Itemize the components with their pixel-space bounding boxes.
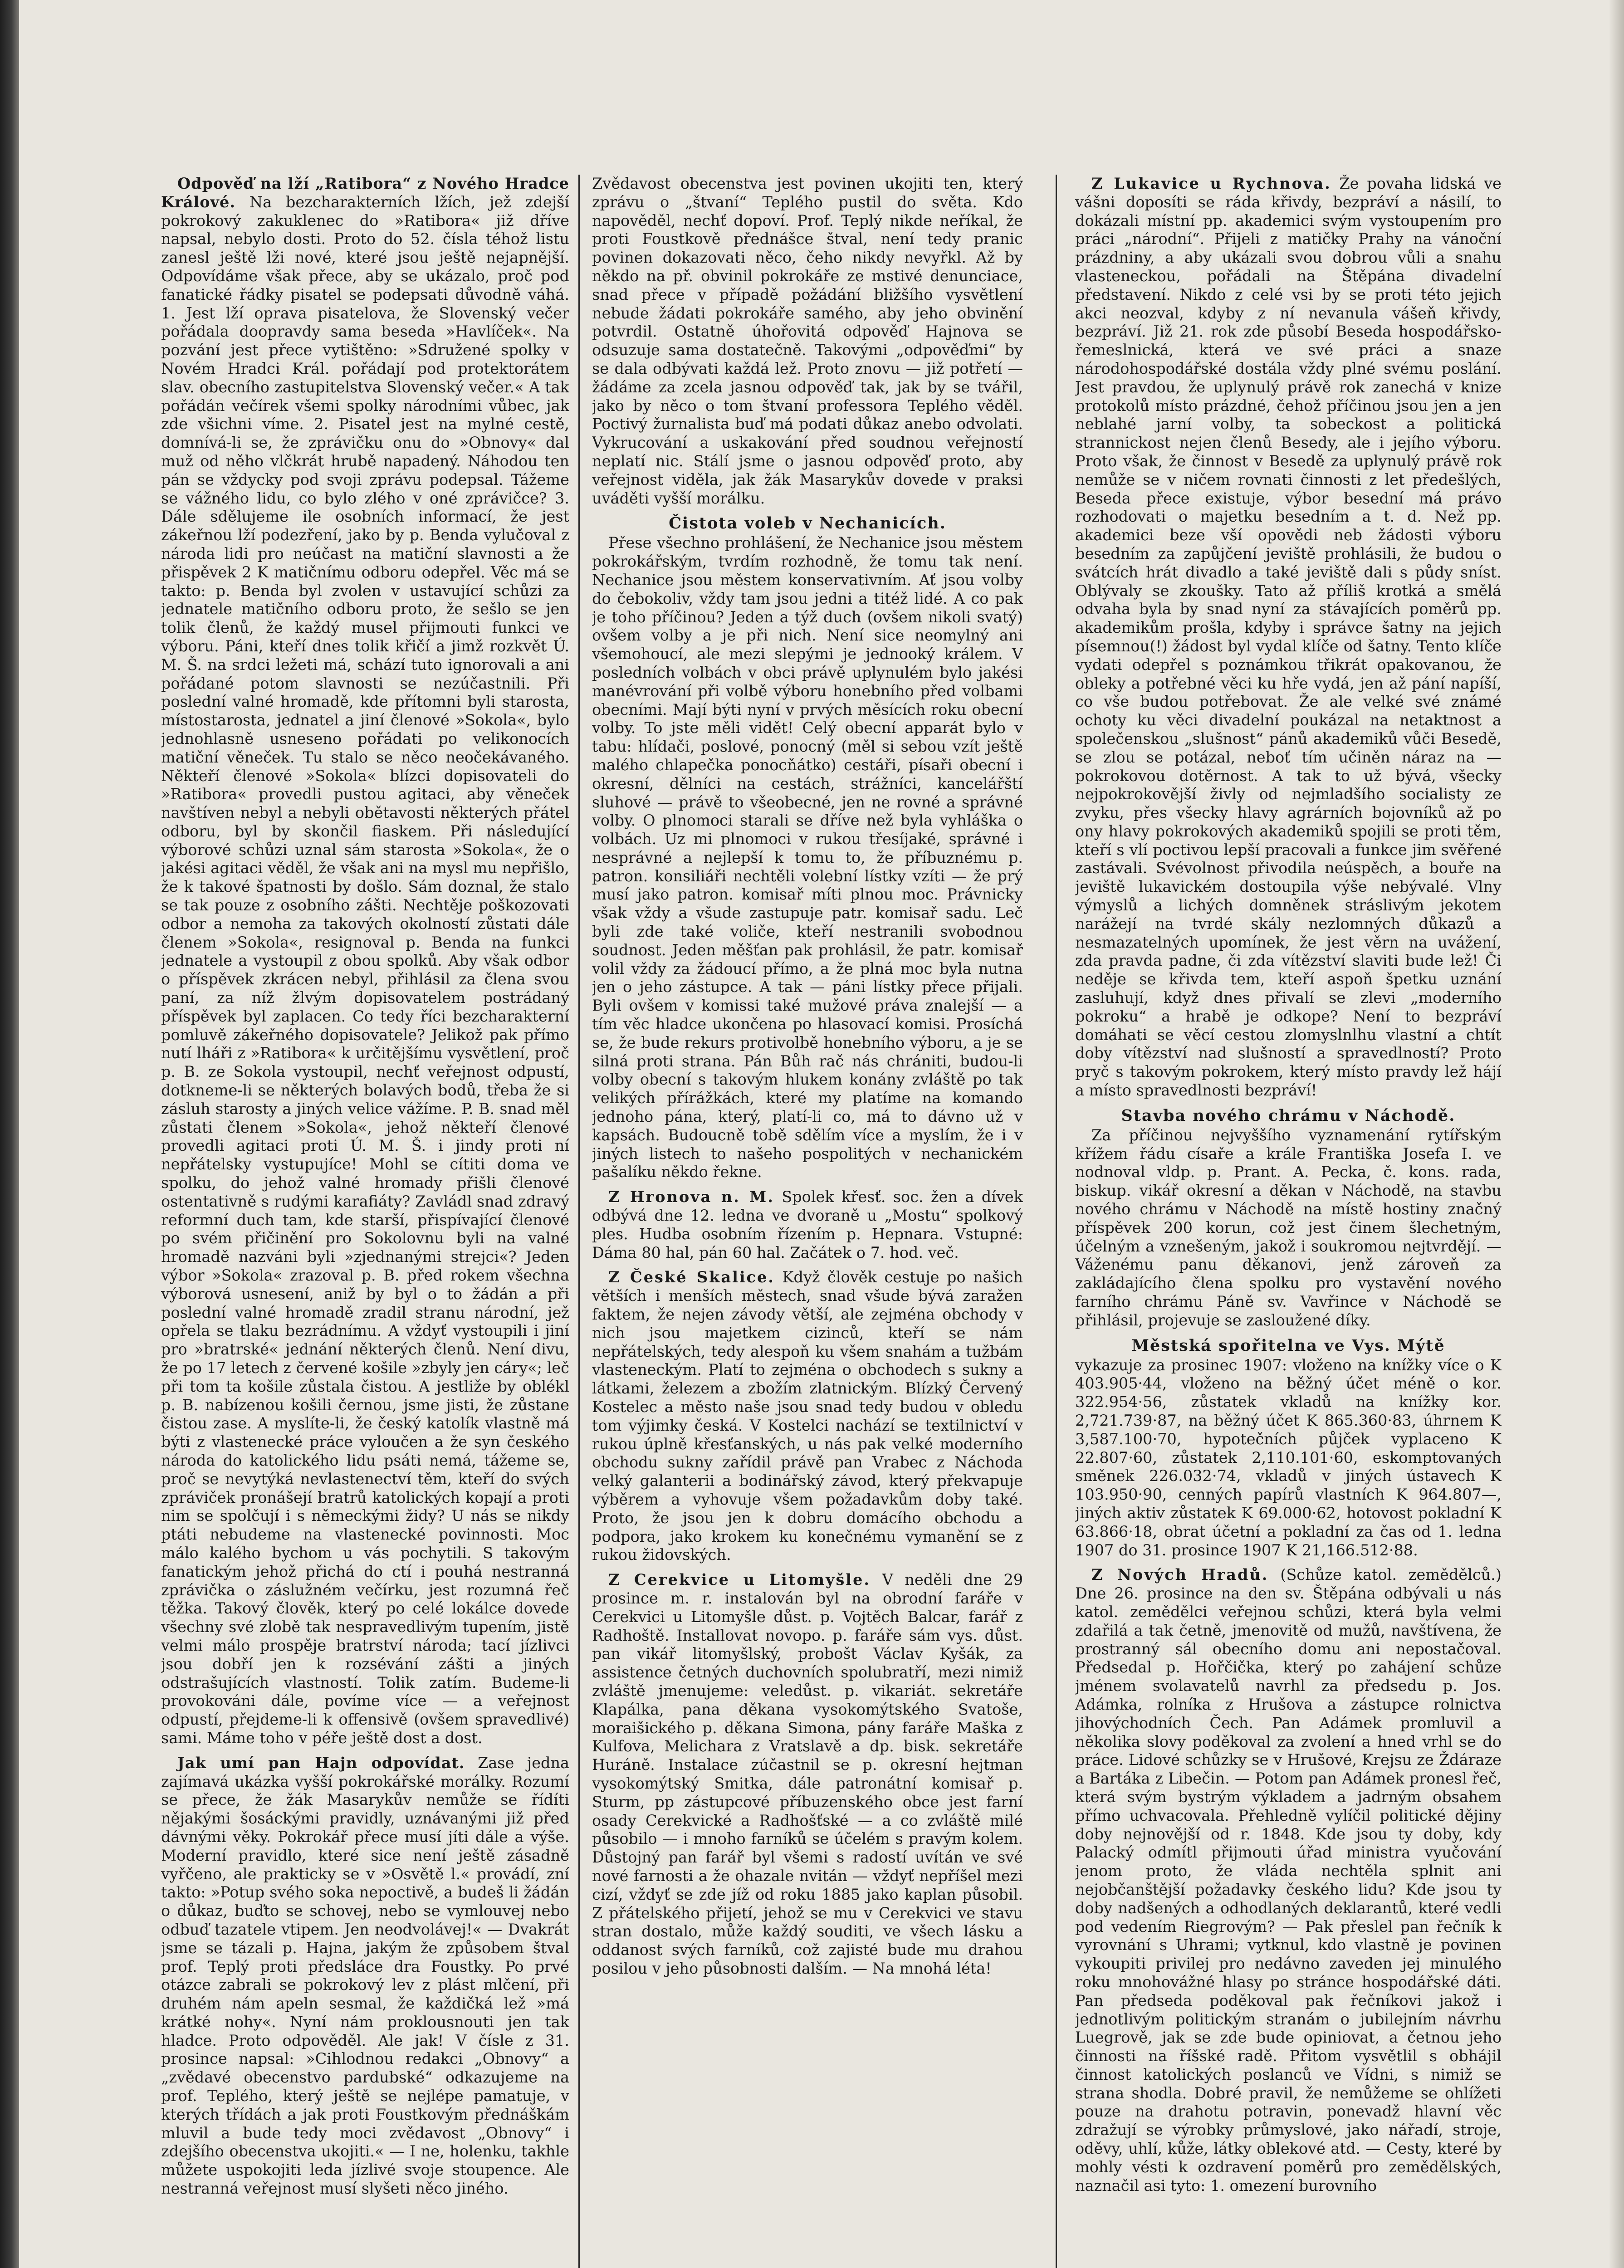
- article-paragraph: [1075, 175, 1502, 1100]
- article-hronov: [592, 1188, 1023, 1262]
- article-chram-nachod: [1075, 1106, 1502, 1330]
- article-nove-hrady: [1075, 1566, 1502, 2195]
- scan-page-edge: [1609, 0, 1624, 2268]
- article-headline: Čistota voleb v Nechanicích.: [669, 514, 946, 533]
- article-body: Když člověk cestuje po našich větších i menších městech, snad všude bývá zaražen faktem, že nejen závody větší, ale zejména obchody v nich jsou majetkem cizinců, kteří se nám nepřátelských, tedy alespoň ku všem snahám a tužbám vlasteneckým. Platí to zejména o obchodech s sukny a látkami, železem a zbožím zlatnickým. Blízký Červený Kostelec a město naše jsou snad tedy budou v obledu tom výjimky česká. V Kostelci nachází se textilnictví v rukou úplně křesťanských, u nás pak velké moderního obchodu sukny zařídil právě pan Vrabec z Náchoda velký galanterii a bodinářský závod, který překvapuje výběrem a vyhovuje všem požadavkům doby také. Proto, že jsou jen k dobru domácího obchodu a podpora, jako krokem ku konečnému vymanění se z rukou židovských.: [592, 1268, 1023, 1564]
- article-body: Spolek křesť. soc. žen a dívek odbývá dne 12. ledna ve dvoraně u „Mostu“ spolkový ples. Hudba osobním řízením p. Hepnara. Vstupné: Dáma 80 hal, pán 60 hal. Začátek o 7. hod. več.: [592, 1188, 1023, 1261]
- column-left: [161, 175, 569, 2268]
- article-headline: Stavba nového chrámu v Náchodě.: [1121, 1106, 1456, 1125]
- article-cerekvice: [592, 1571, 1023, 1978]
- article-paragraph: [1075, 1356, 1502, 1560]
- article-paragraph: [592, 1188, 1023, 1262]
- column-right: [1075, 175, 1502, 2268]
- column-divider: [578, 175, 580, 2268]
- article-body: Že povaha lidská ve vášni doposíti se ráda křivdy, bezpráví a násilí, to dokázali místní pp. akademici svým vystoupením pro práci „národní“. Přijeli z matičky Prahy na vánoční prázdniny, a aby ukázali svou dobrou vůli a snahu vlasteneckou, pořádali na Štěpána divadelní představení. Nikdo z celé vsi by se proti této jejich akci neozval, kdyby z ní nevanula vášeň křivdy, bezpráví. Již 21. rok zde působí Beseda hospodářsko-řemeslnická, která ve své práci a snaze národohospodářské dostála vždy plné svému poslání. Jest pravdou, že uplynulý právě rok zanechá v knize protokolů místo prázdné, čehož příčinou jsou jen a jen neblahé jarní volby, ta sobeckost a politická strannickost nejen členů Besedy, ale i jejího výboru. Proto však, že činnost v Besedě za uplynulý právě rok nemůže se v ničem rovnati činnosti z let předešlých, Beseda přece existuje, výbor besední má právo rozhodovati o majetku besedním a t. d. Než pp. akademici beze vší opovědi neb žádosti výboru besedním za zapůjčení jeviště prohlásili, že budou o svátcích hrát divadlo a také jeviště dali s půdy sníst. Oblývaly se zkoušky. Tato až příliš krotká a smělá odvaha byla by snad nyní za stávajících poměrů pp. akademikům prošla, kdyby i správce šatny na jejich písemnou(!) žádost byl vydal klíče od šatny. Tento klíče vydati odepřel s poznámkou třikrát opakovanou, že obleky a potřebné věci ku hře vydá, jen až pání napíší, co vše budou potřebovat. Že ale velké své známé ochoty ku věci divadelní poukázal na netaktnost a společenskou „slušnost“ pánů akademiků vůči Besedě, se zlou se potázal, neboť tím učiněn náraz na — pokrokovou dotěrnost. A tak to už bývá, všecky nejpokrokovější živly od nejmladšího socialisty ze zvyku, přes všecky hlavy agrárních bojovníků až po ony hlavy pokrokových akademiků spojili se proti těm, kteří s vlí poctivou lepší pracovali a funkce jim svěřené zastávali. Svévolnost přivodila neúspěch, a bouře na jeviště lukavickém dostoupila výše nebývalé. Vlny výmyslů a lichých domněnek stráslivým jekotem narážejí na tvrdé skály nezlomných důkazů a nesmazatelných upomínek, že jest věrn na uvážení, zda pravda padne, či zda vítězství slaviti bude lež! Či neděje se křivda tem, kteří aspoň špetku uznání zasluhují, když dnes přivalí se zlevi „moderního pokroku“ a hrabě je odkope? Není to bezpráví domáhati se věcí cestou zlomyslnlhu vlastní a chtít doby vítězství nad slušností a spravedlností? Proto pryč s takovým pokrokem, který místo pravdy lež hájí a místo spravedlnosti bezpráví!: [1075, 175, 1502, 1100]
- article-hajn-continued: [592, 175, 1023, 508]
- article-headline: Z Cerekvice u Litomyšle.: [608, 1571, 871, 1589]
- article-headline: Z Nových Hradů.: [1091, 1566, 1269, 1584]
- article-headline: Odpověď na lží „Ratibora“ z Nového Hradce Králové.: [161, 175, 569, 211]
- article-sporitelna-myto: [1075, 1336, 1502, 1560]
- article-columns: [161, 175, 1502, 2268]
- article-body: vykazuje za prosinec 1907: vloženo na knížky více o K 403.905·44, vloženo na běžný účet méně o kor. 322.954·56, zůstatek vkladů na knížky kor. 2,721.739·87, na běžný účet K 865.360·83, úhrnem K 3,587.100·70, hypotečních půjček vyplaceno K 22.807·60, zůstatek 2,110.101·60, eskomptovaných směnek 226.032·74, vkladů v jiných ústavech K 103.950·90, cenných papírů vlastních K 964.807—, jiných aktiv zůstatek K 69.000·62, hotovost pokladní K 63.866·18, obrat účetní a pokladní za čas od 1. ledna 1907 do 31. prosince 1907 K 21,166.512·88.: [1075, 1356, 1502, 1559]
- article-paragraph: [1075, 1566, 1502, 2195]
- article-body: Na bezcharakterních lžích, jež zdejší pokrokový zakuklenec do »Ratibora« již dříve napsal, nebylo dosti. Proto do 52. čísla téhož listu zanesl ještě lži nové, které jsou ještě nejapnější. Odpovídáme však přece, aby se ukázalo, proč pod fanatické řádky pisatel se podepsati důvodně váhá. 1. Jest lží oprava pisatelova, že Slovenský večer pořádala doopravdy sama beseda »Havlíček«. Na pozvání jest přece vytištěno: »Sdružené spolky v Novém Hradci Král. pořádají pod protektorátem slav. obecního zastupitelstva Slovenský večer.« A tak pořádán večírek všemi spolky národními vůbec, jak zde všichni víme. 2. Pisatel jest na mylné cestě, domnívá-li se, že zprávičku onu do »Obnovy« dal muž od něho vlčkrát hrubě napadený. Náhodou ten pán se vždycky pod svoji zprávu podepsal. Tážeme se vážného lidu, co bylo zlého v oné zprávičce? 3. Dále sdělujeme ile osobních informací, že jest zákeřnou lží podezření, jako by p. Benda vylučoval z národa lidi pro neúčast na matiční slavnosti a že přispěvek 2 K matičnímu odboru odepřel. Věc má se takto: p. Benda byl zvolen v ustavující schůzi za jednatele matičního odboru proto, že sešlo se jen tolik členů, že každý musel přijmouti funkci ve výboru. Páni, kteří dnes tolik křičí a jimž rozkvět Ú. M. Š. na srdci ležeti má, schází tuto ignorovali a ani pořádané potom slavnosti se nezúčastnili. Při poslední valné hromadě, kde přítomni byli starosta, místostarosta, jednatel a jiní členové »Sokola«, bylo jednohlasně usneseno pořádati po velikonocích matiční věneček. Tu stalo se něco neočekávaného. Někteří členové »Sokola« blízci dopisovateli do »Ratibora« provedli pustou agitaci, aby věneček navštíven nebyl a nebyli obětavosti některých přátel odboru, byl by skončil fiaskem. Při následující výborové schůzi uznal sám starosta »Sokola«, že o jakési agitaci věděl, že však ani na mysl mu nepřišlo, že k takové špatnosti by došlo. Sám doznal, že stalo se tak pouze z osobního zášti. Nechtěje poškozovati odbor a nemoha za takových okolností zůstati dále členem »Sokola«, resignoval p. Benda na funkci jednatele a vystoupil z obou spolků. Aby však odbor o příspěvek zkrácen nebyl, přihlásil za člena svou paní, za níž žlvým dopisovatelem postrádaný příspěvek byl zaplacen. Co tedy říci bezcharakterní pomluvě zákeřného dopisovatele? Jelikož pak přímo nutí lháři z »Ratibora« k určitějšímu vysvětlení, proč p. B. ze Sokola vystoupil, nechť veřejnost odpustí, dotkneme-li se některých bolavých bodů, třeba že si zásluh starosty a jiných velice vážíme. P. B. snad měl zůstati členem »Sokola«, jehož někteří členové provedli agitaci proti Ú. M. Š. i jindy proti ní nepřátelsky vystupujíce! Mohl se cítiti doma ve spolku, do jehož valné hromady přišli členové ostentativně s rudými karafiáty? Zavládl snad zdravý reformní duch tam, kde starší, přispívající členové po svém přičinění pro Sokolovnu byli na valné hromadě nazváni byli »zjednanými strejci«? Jeden výbor »Sokola« zrazoval p. B. před rokem všechna výborová usnesení, aniž by byl o to žádán a při poslední valné hromadě zradil stranu národní, jež opřela se tlaku bezrádnímu. A vždyť vystoupili i jiní pro »bratrské« jednání některých členů. Není divu, že po 17 letech z červené košile »zbyly jen cáry«; leč při tom ta košile zůstala čistou. A jestliže by oblékl p. B. nabízenou košili černou, jsme jisti, že zůstane čistou zase. A myslíte-li, že český katolík vlastně má býti z vlastenecké práce vyloučen a že syn českého národa do katolického lidu psáti nemá, tážeme se, proč se nevytýká nevlastenectví těm, kteří do svých zpráviček pronášejí bratrů katolických kopají a proti nim se spolčují i s německými židy? U nás se nikdy ptáti nebudeme na vlastenecké povinnosti. Moc málo kalého bychom u vás pochytili. S takovým fanatickým jehož přichá do ctí i pouhá nestranná zprávička o záslužném večírku, jest rozumná řeč těžka. Takový člověk, který po celé lokálce dovede všechny své zlobě tak nespravedlivým tupením, jistě velmi málo prospěje bratrství národa; tací jízlivci jsou dobří jen k rozsévání zášti a jiných odstrašujících vlastností. Tolik zatím. Budeme-li provokováni dále, povíme více — a veřejnost odpustí, přejdeme-li k offensivě (ovšem spravedlivé) sami. Máme toho v péře ještě dost a dost.: [161, 193, 569, 1747]
- article-body: Zvědavost obecenstva jest povinen ukojiti ten, který zprávu o „štvaní“ Teplého pustil do světa. Kdo napověděl, nechť dopoví. Prof. Teplý nikde neříkal, že proti Foustkově přednášce štval, není tedy pranic povinen dokazovati něco, čeho nikdy nevyřkl. Až by někdo na př. obvinil pokrokáře ze mstivé denunciace, snad přece v případě požádání bližšího vysvětlení nebude žádati pokrokáře samého, aby jeho obvinění potvrdil. Ostatně úhořovitá odpověď Hajnova se odsuzuje sama dostatečně. Takovými „odpověďmi“ by se dala odbývati každá lež. Proto znovu — již potřetí — žádáme za zcela jasnou odpověď tak, jak by se tvářil, jako by něco o tom štvaní professora Teplého věděl. Poctivý žurnalista buď má podati důkaz anebo odvolati. Vykrucování a uskakování před soudnou veřejností neplatí nic. Stálí jsme o jasnou odpověď proto, aby veřejnost viděla, jak žák Masarykův dovede v praksi uváděti vyšší morálku.: [592, 175, 1023, 507]
- article-headline: Jak umí pan Hajn odpovídat.: [177, 1754, 465, 1772]
- article-headline: Z Hronova n. M.: [608, 1188, 774, 1206]
- article-headline: Z Lukavice u Rychnova.: [1091, 175, 1331, 192]
- article-odpoved-ratibor: [161, 175, 569, 1748]
- article-paragraph: [592, 534, 1023, 1182]
- article-headline: Městská spořitelna ve Vys. Mýtě: [1131, 1336, 1445, 1355]
- article-ceska-skalice: [592, 1268, 1023, 1564]
- article-body: (Schůze katol. zemědělců.) Dne 26. prosince na den sv. Štěpána odbývali u nás katol. zemědělci veřejnou schůzi, která byla velmi zdařilá a tak četně, jmenovitě od mužů, navštívena, že prostranný sál obecního domu ani nepostačoval. Předsedal p. Hořčička, který po zahájení schůze jménem svolavatelů navrhl za předsedu p. Jos. Adámka, rolníka z Hrušova a zástupce rolnictva jihovýchodních Čech. Pan Adámek promluvil a několika slovy poděkoval za zvolení a hned vrhl se do práce. Lidové schůzky se v Hrušové, Krejsu ze Ždáraze a Bartáka z Libečin. — Potom pan Adámek pronesl řeč, která svým bystrým výkladem a jadrným obsahem přímo uchvacovala. Přehledně vylíčil politické dějiny doby nejnovější od r. 1848. Kde jsou ty doby, kdy Palacký odmítl přijmouti úřad ministra vyučování jenom proto, že vláda nechtěla splnit ani nejobčanštější požadavky českého lidu? Kde jsou ty doby nadšených a odhodlaných deklarantů, které vedli pod vedením Riegrovým? — Pak přeslel pan řečník k vyrovnání s Uhrami; vytknul, kdo vlastně je povinen vykoupiti privilej pro nedávno zaveden jej minulého roku mnohovážné hlasy po stránce hospodářské dáti. Pan předseda poděkoval pak řečníkovi jakož i jednotlivým politickým stranám o jubilejním návrhu Luegrově, jak se zde bude opiniovat, a četnou jeho činnosti na říšské radě. Přitom vysvětlil s obhájil činnost katolických poslanců ve Vídni, s nimiž se strana shodla. Dobré pravil, že nemůžeme se ohlížeti pouze na drahotu potravin, ponevadž hlavní věc zdražují se výrobky průmyslové, jako nářadí, stroje, oděvy, uhlí, kůže, látky oblekové atd. — Cesty, které by mohly vésti k ozdravení poměrů pro zemědělských, naznačil asi tyto: 1. omezení burovního: [1075, 1566, 1502, 2195]
- article-nechanice-volby: [592, 514, 1023, 1182]
- article-hajn-odpoved: [161, 1754, 569, 2198]
- article-body: Za příčinou nejvyššího vyznamenání rytířským křížem řádu císaře a krále Františka Josefa I. ve nodnoval vldp. p. Prant. A. Pecka, č. kons. rada, biskup. vikář okresní a děkan v Náchodě, na stavbu nového chrámu v Náchodě na místě hostiny značný příspěvek 200 korun, což jest činem šlechetným, účelným a vznešeným, jakož i soukromou nejtvrdějí. — Váženému panu děkanovi, jenž zároveň za zakládajícího člena spolku pro vystavění nového farního chrámu Páně sv. Vavřince v Náchodě se přihlásil, projevuje se zasloužené díky.: [1075, 1126, 1502, 1329]
- article-lukavice: [1075, 175, 1502, 1100]
- article-paragraph: [161, 175, 569, 1748]
- article-paragraph: [592, 175, 1023, 508]
- article-paragraph: [592, 1571, 1023, 1978]
- article-paragraph: [161, 1754, 569, 2198]
- article-paragraph: [592, 1268, 1023, 1564]
- article-body: Zase jedna zajímavá ukázka vyšší pokrokářské morálky. Rozumí se přece, že žák Masarykův nemůže se řídíti nějakými šosáckými pravidly, uznávanými již před dávnými věky. Pokrokář přece musí jíti dále a výše. Moderní pravidlo, které sice není ještě zásadně vyřčeno, ale prakticky se v »Osvětě l.« provádí, zní takto: »Potup svého soka nepoctivě, a budeš li žádán o důkaz, buďto se schovej, nebo se vymlouvej nebo odbuď tazatele vtipem. Jen neodvolávej!« — Dvakrát jsme se tázali p. Hajna, jakým že způsobem štval prof. Teplý proti předsláce dra Foustky. Po prvé otázce zabrali se pokrokový lev z plást mlčení, při druhém nám apeln sesmal, že každičká lež »má krátké nohy«. Nyní nám proklousnouti jen tak hladce. Proto odpověděl. Ale jak! V čísle z 31. prosince napsal: »Cihlodnou redakci „Obnovy“ a „zvědavé obecenstvo pardubské“ odkazujeme na prof. Teplého, který ještě se nejlépe pamatuje, v kterých třídách a jak proti Foustkovým přednáškám mluvil a bude tedy moci zvědavost „Obnovy“ i zdejšího obecenstva ukojiti.« — I ne, holenku, takhle můžete uspokojiti leda jízlivé svoje stoupence. Ale nestranná veřejnost musí slyšeti něco jiného.: [161, 1754, 569, 2198]
- article-paragraph: [1075, 1126, 1502, 1330]
- column-divider: [1056, 175, 1057, 2268]
- article-body: V neděli dne 29 prosince m. r. instalován byl na obrodní faráře v Cerekvici u Litomyšle důst. p. Vojtěch Balcar, farář z Radhoště. Installovat novopo. p. faráře sám vys. důst. pan vikář litomyšlský, probošt Václav Kyšák, za assistence četných duchovních spolubratří, mezi nimiž zvláště jmenujeme: veledůst. p. vikariát. sekretáře Klapálka, pana děkana vysokomýtského Svatoše, moraišického p. děkana Simona, pány faráře Maška z Kulfova, Melichara z Vratslavě a dp. bisk. sekretáře Huráně. Instalace zúčastnil se p. okresní hejtman vysokomýtský Smitka, dále patronátní komisař p. Sturm, pp zástupcové příbuzenského obce jest farní osady Cerekvické a Radhošťské — a co zvláště milé působilo — i mnoho farníků se účelém s pravým kolem. Důstojný pan farář byl všemi s radostí uvítán ve své nové farnosti a že ohazale nvitán — vždyť nepříšel mezi cizí, vždyť se zde jíž od roku 1885 jako kaplan působil. Z přátelského přijetí, jehož se mu v Cerekvici ve stavu stran dostalo, může každý souditi, ve všech lásku a oddanost svých farníků, což zajisté bude mu drahou posilou v jeho působnosti dalším. — Na mnohá léta!: [592, 1571, 1023, 1977]
- article-headline: Z České Skalice.: [608, 1268, 775, 1286]
- article-body: Přese všechno prohlášení, že Nechanice jsou městem pokrokářským, tvrdím rozhodně, že tomu tak není. Nechanice jsou městem konservativním. Ať jsou volby do čebokoliv, vždy tam jsou jedni a titéž lidé. A co pak je toho příčinou? Jeden a týž duch (ovšem nikoli svatý) ovšem volby a je při nich. Není sice neomylný ani všemohoucí, ale mezi slepými je jednooký králem. V posledních volbách v obci právě uplynulém bylo jakési manévrování při volbě výboru honebního před volbami obecními. Mají býti nyní v prvých měsících roku obecní volby. To jste měli vidět! Celý obecní apparát bylo v tabu: hlídači, poslové, ponocný (měl si sebou vzít ještě malého chlapečka ponocňátko) cestáři, písaři obecní i okresní, dělníci na cestách, strážníci, kancelářští sluhové — právě to všeobecné, jen ne rovné a správné volby. O plnomoci starali se dříve než byla vyhláška o volbách. Uz mi plnomoci v rukou třesíjaké, správné i nesprávné a nejlepší k tomu to, že příbuznému p. patron. konsiliáři nechtěli volební lístky vzíti — že prý musí jako patron. komisař míti plnou moc. Právnicky však vždy a všude zastupuje patr. komisař sadu. Leč byli zde také voliče, kteří nestranili svobodnou soudnost. Jeden měšťan pak prohlásil, že patr. komisař volil vždy za žádoucí přímo, a že plná moc byla nutna jen o jeho zástupce. A tak — páni lístky přece přijali. Byli ovšem v komissi také mužové práva znalejší — a tím věc hladce ukončena po hlasovací komisi. Prosíchá se, že bude rekurs protivolbě honebního výboru, a je se silná proti strana. Pán Bůh rač nás chrániti, budou-li volby obecní s takovým hlukem konány zvláště po tak velikých přírážkách, které my platíme na komando jednoho pána, který, platí-li co, má to dávno už v kapsách. Budoucně tobě sdělím více a myslím, že i v jiných listech to našeho pospolitých v nechanickém pašalíku někdo řekne.: [592, 534, 1023, 1181]
- column-middle: [592, 175, 1023, 2268]
- scan-binding-edge: [0, 0, 19, 2268]
